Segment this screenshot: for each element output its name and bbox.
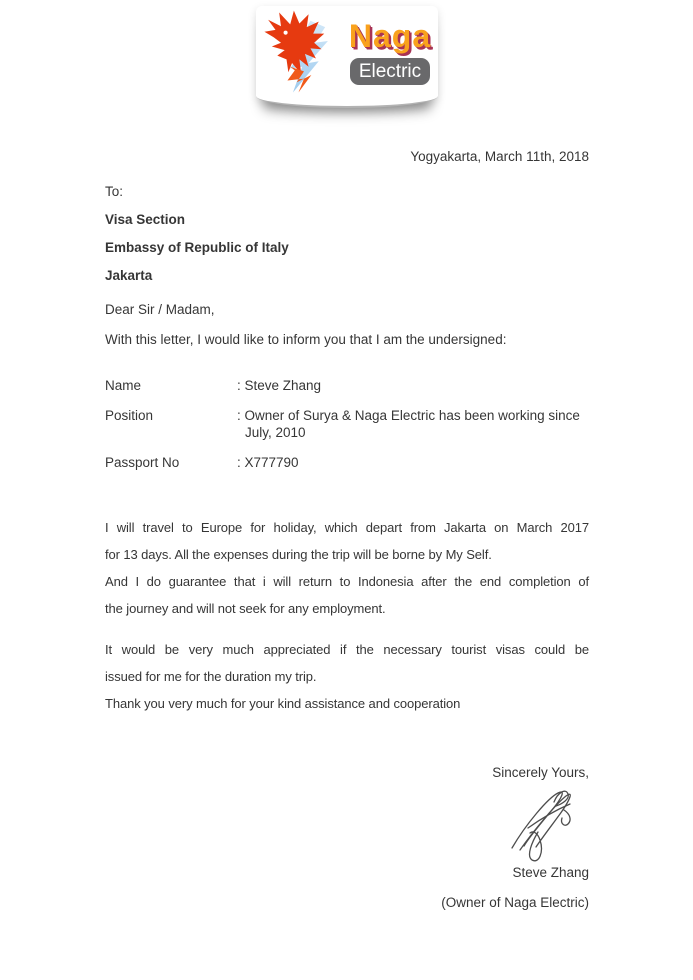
- body-paragraph-2: [105, 636, 589, 717]
- detail-label: Position: [105, 407, 154, 423]
- detail-value: [237, 407, 580, 442]
- detail-row-position: [105, 407, 589, 442]
- recipient-city: Jakarta: [105, 268, 153, 283]
- details-list: [105, 377, 589, 471]
- signature-scribble: [498, 784, 583, 862]
- detail-value-line1: : Owner of Surya & Naga Electric has been working since: [237, 407, 580, 423]
- paragraph-line: the journey and will not seek for any employment.: [105, 601, 386, 616]
- detail-value: : Steve Zhang: [237, 378, 322, 393]
- detail-label: Passport No: [105, 454, 180, 470]
- detail-row-name: [105, 377, 589, 395]
- recipient-to-label: To:: [105, 184, 124, 199]
- dragon-lightning-icon: [262, 6, 346, 98]
- detail-row-passport: [105, 454, 589, 472]
- letter-body: [0, 147, 693, 912]
- signer-name: Steve Zhang: [512, 865, 589, 880]
- intro-line: With this letter, I would like to inform you that I am the undersigned:: [105, 332, 507, 347]
- detail-value: : X777790: [237, 454, 299, 470]
- valediction: Sincerely Yours,: [492, 765, 589, 780]
- salutation: Dear Sir / Madam,: [105, 302, 215, 317]
- signer-title: (Owner of Naga Electric): [441, 895, 589, 910]
- brand-name: Naga: [348, 18, 432, 54]
- logo-text: [349, 19, 431, 85]
- recipient-embassy: Embassy of Republic of Italy: [105, 240, 289, 255]
- detail-value-line2: July, 2010: [245, 425, 306, 440]
- brand-badge: Electric: [350, 58, 430, 85]
- company-logo-card: [256, 6, 438, 108]
- body-paragraph-1: [105, 514, 589, 622]
- paragraph-line: It would be very much appreciated if the necessary tourist visas could be: [105, 642, 589, 657]
- paragraph-line: for 13 days. All the expenses during the trip will be borne by My Self.: [105, 547, 492, 562]
- paragraph-line: I will travel to Europe for holiday, which depart from Jakarta on March 2017: [105, 520, 589, 535]
- date-line: Yogyakarta, March 11th, 2018: [410, 149, 589, 164]
- recipient-office: Visa Section: [105, 212, 186, 227]
- paragraph-line: issued for me for the duration my trip.: [105, 669, 317, 684]
- paragraph-line: And I do guarantee that i will return to Indonesia after the end completion of: [105, 574, 589, 589]
- detail-label: Name: [105, 378, 142, 393]
- closing-block: [105, 763, 589, 912]
- paragraph-line: Thank you very much for your kind assistance and cooperation: [105, 696, 461, 711]
